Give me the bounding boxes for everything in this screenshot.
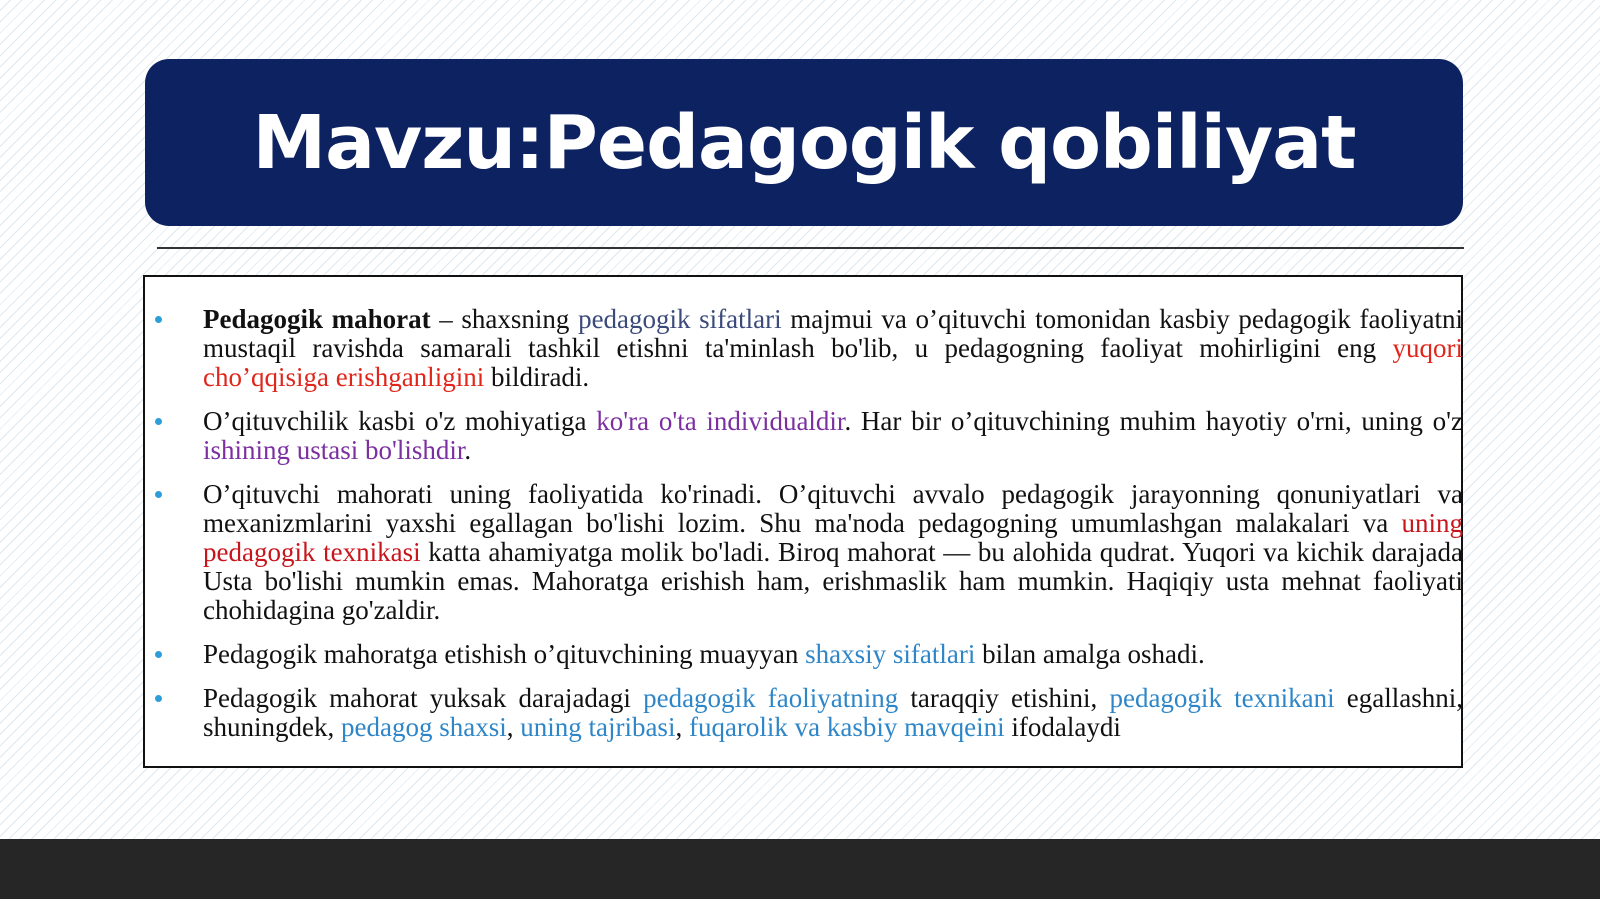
highlighted-phrase: uning tajribasi bbox=[520, 712, 676, 742]
text-run: ifodalaydi bbox=[1004, 712, 1121, 742]
text-run: O’qituvchi mahorati uning faoliyatida ko'rinadi. O’qituvchi avvalo pedagogik jarayonning qonuniyatlari va mexanizmlarini yaxshi egallagan bo'lishi lozim. Shu ma'noda pedagogning umumlashgan malakalari va bbox=[203, 479, 1463, 538]
highlighted-phrase: ishining ustasi bo'lishdir bbox=[203, 435, 465, 465]
text-run: bilan amalga oshadi. bbox=[975, 639, 1205, 669]
bullet-text bbox=[203, 480, 1463, 625]
highlighted-phrase: yuqori cho’qqisiga erishganligini bbox=[203, 333, 1463, 392]
bullet-item bbox=[145, 305, 1463, 392]
highlighted-phrase: ko'ra o'ta individualdir bbox=[596, 406, 845, 436]
footer-bar bbox=[0, 839, 1600, 899]
text-run: O’qituvchilik kasbi o'z mohiyatiga bbox=[203, 406, 597, 436]
bullet-text bbox=[203, 407, 1463, 465]
highlighted-phrase: Pedagogik mahorat bbox=[203, 304, 431, 334]
bullet-text bbox=[203, 684, 1463, 742]
bullet-item bbox=[145, 684, 1463, 742]
text-run: taraqqiy etishini, bbox=[898, 683, 1110, 713]
bullet-item bbox=[145, 480, 1463, 625]
bullet-dot-icon bbox=[155, 695, 162, 702]
text-run: majmui va o’qituvchi tomonidan kasbiy pedagogik faoliyatni mustaqil ravishda samarali tashkil etishni ta'minlash bo'lib, u pedagogning faoliyat mohirligini eng bbox=[203, 304, 1463, 363]
text-run: , bbox=[675, 712, 689, 742]
text-run: Pedagogik mahorat yuksak darajadagi bbox=[203, 683, 644, 713]
bullet-dot-icon bbox=[155, 651, 162, 658]
highlighted-phrase: pedagogik faoliyatning bbox=[643, 683, 899, 713]
bullet-dot-icon bbox=[155, 418, 162, 425]
bullet-dot-icon bbox=[155, 316, 162, 323]
text-run: egallashni, shuningdek, bbox=[203, 683, 1463, 742]
slide-title: Mavzu:Pedagogik qobiliyat bbox=[252, 99, 1356, 186]
highlighted-phrase: uning pedagogik texnikasi bbox=[203, 508, 1463, 567]
bullet-dot-icon bbox=[155, 491, 162, 498]
text-run: Pedagogik mahoratga etishish o’qituvchining muayyan bbox=[203, 639, 806, 669]
title-banner bbox=[145, 59, 1463, 226]
highlighted-phrase: pedagogik texnikani bbox=[1109, 683, 1335, 713]
highlighted-phrase: pedagogik sifatlari bbox=[578, 304, 782, 334]
text-run: – shaxsning bbox=[430, 304, 579, 334]
text-run: bildiradi. bbox=[484, 362, 590, 392]
bullet-text bbox=[203, 640, 1463, 669]
bullet-list bbox=[145, 304, 1464, 757]
highlighted-phrase: pedagog shaxsi bbox=[341, 712, 507, 742]
text-run: , bbox=[506, 712, 521, 742]
bullet-item bbox=[145, 640, 1463, 669]
highlighted-phrase: shaxsiy sifatlari bbox=[805, 639, 976, 669]
highlighted-phrase: fuqarolik va kasbiy mavqeini bbox=[688, 712, 1005, 742]
content-box bbox=[143, 275, 1463, 768]
divider-line bbox=[157, 247, 1464, 249]
text-run: katta ahamiyatga molik bo'ladi. Biroq mahorat — bu alohida qudrat. Yuqori va kichik darajada Usta bo'lishi mumkin emas. Mahoratga erishish ham, erishmaslik ham mumkin. Haqiqiy usta mehnat faoliyati chohidagina go'zaldir. bbox=[203, 537, 1464, 625]
bullet-item bbox=[145, 407, 1463, 465]
text-run: . bbox=[464, 435, 472, 465]
text-run: . Har bir o’qituvchining muhim hayotiy o'rni, uning o'z bbox=[844, 406, 1464, 436]
bullet-text bbox=[203, 305, 1463, 392]
